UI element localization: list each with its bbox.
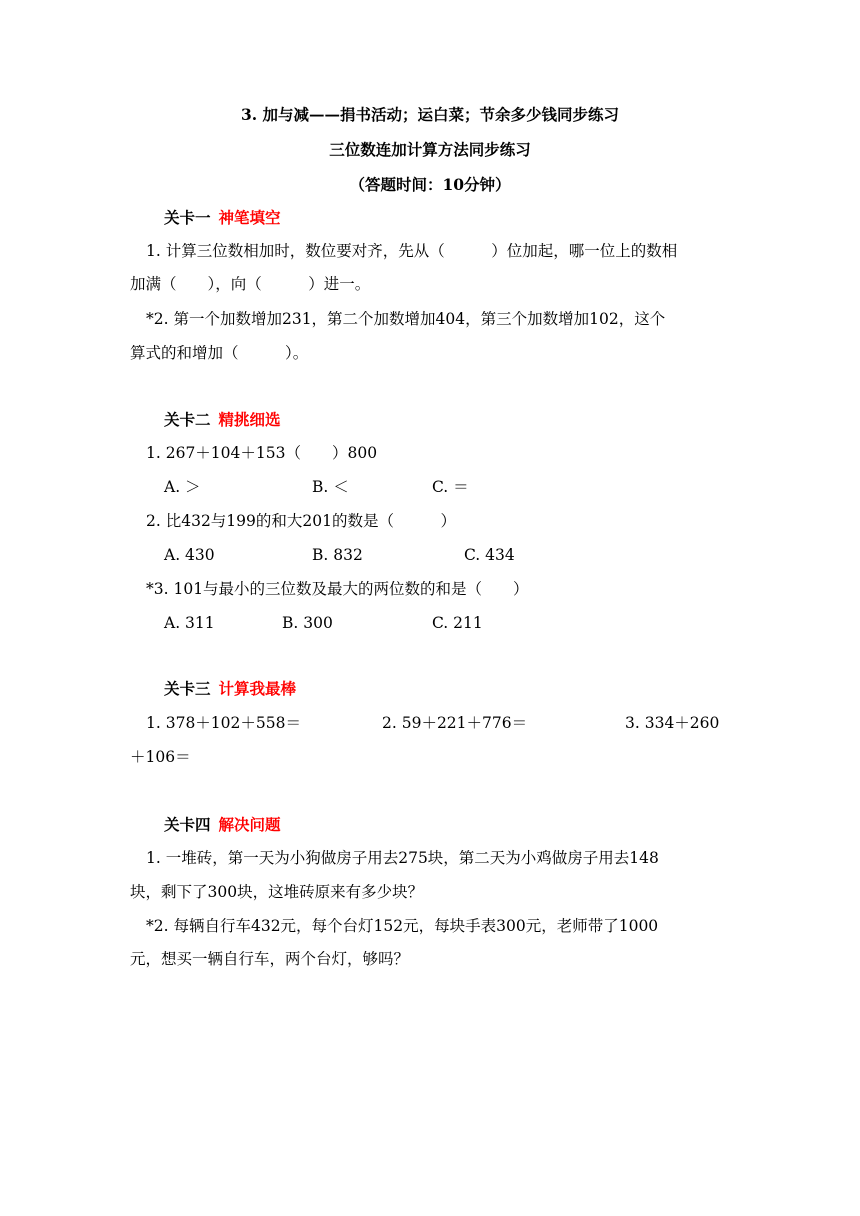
section-4-heading — [164, 814, 281, 836]
answer-time: （答题时间：10分钟） — [349, 175, 511, 194]
section-4-name: 解决问题 — [218, 816, 281, 834]
s2-q3-opt-b: B. 300 — [282, 614, 333, 632]
s2-q2-opt-c: C. 434 — [464, 546, 515, 564]
s2-q3-opt-c: C. 211 — [432, 614, 483, 632]
section-2-label: 关卡二 — [164, 411, 211, 429]
s1-q2-line1: *2. 第一个加数增加231，第二个加数增加404，第三个加数增加102，这个 — [146, 310, 666, 328]
s2-q3-opt-a: A. 311 — [164, 614, 215, 632]
s3-expr-3: 3. 334＋260 — [625, 714, 720, 732]
section-3-name: 计算我最棒 — [218, 680, 297, 698]
s1-q2-line2: 算式的和增加（ ）。 — [130, 344, 309, 362]
section-2-heading — [164, 409, 281, 431]
s2-q3: *3. 101与最小的三位数及最大的两位数的和是（ ） — [146, 580, 529, 598]
s2-q2-opt-a: A. 430 — [164, 546, 215, 564]
s2-q2-opt-b: B. 832 — [312, 546, 363, 564]
s4-q2-line2: 元，想买一辆自行车，两个台灯，够吗？ — [130, 950, 410, 968]
document-title: 3. 加与减——捐书活动；运白菜；节余多少钱同步练习 — [240, 105, 620, 124]
s2-q1-opt-a: A. ＞ — [164, 478, 201, 496]
section-1-heading — [164, 207, 281, 229]
section-3-heading — [164, 678, 296, 700]
s2-q1: 1. 267＋104＋153（ ）800 — [146, 444, 378, 462]
section-3-label: 关卡三 — [164, 680, 211, 698]
s1-q1-line1: 1. 计算三位数相加时，数位要对齐，先从（ ）位加起，哪一位上的数相 — [146, 242, 678, 260]
section-1-name: 神笔填空 — [218, 209, 281, 227]
section-4-label: 关卡四 — [164, 816, 211, 834]
s1-q1-line2: 加满（ ），向（ ）进一。 — [130, 275, 371, 293]
s3-expr-3-cont: ＋106＝ — [130, 748, 191, 766]
section-1-label: 关卡一 — [164, 209, 211, 227]
document-subtitle: 三位数连加计算方法同步练习 — [329, 140, 531, 159]
s4-q2-line1: *2. 每辆自行车432元，每个台灯152元，每块手表300元，老师带了1000 — [146, 917, 659, 935]
section-2-name: 精挑细选 — [218, 411, 281, 429]
s3-expr-1: 1. 378＋102＋558＝ — [146, 714, 301, 732]
s3-expr-2: 2. 59＋221＋776＝ — [382, 714, 528, 732]
s4-q1-line2: 块，剩下了300块，这堆砖原来有多少块？ — [130, 883, 424, 901]
s2-q2: 2. 比432与199的和大201的数是（ ） — [146, 512, 456, 530]
s4-q1-line1: 1. 一堆砖，第一天为小狗做房子用去275块，第二天为小鸡做房子用去148 — [146, 849, 659, 867]
s2-q1-opt-b: B. ＜ — [312, 478, 349, 496]
s2-q1-opt-c: C. ＝ — [432, 478, 469, 496]
